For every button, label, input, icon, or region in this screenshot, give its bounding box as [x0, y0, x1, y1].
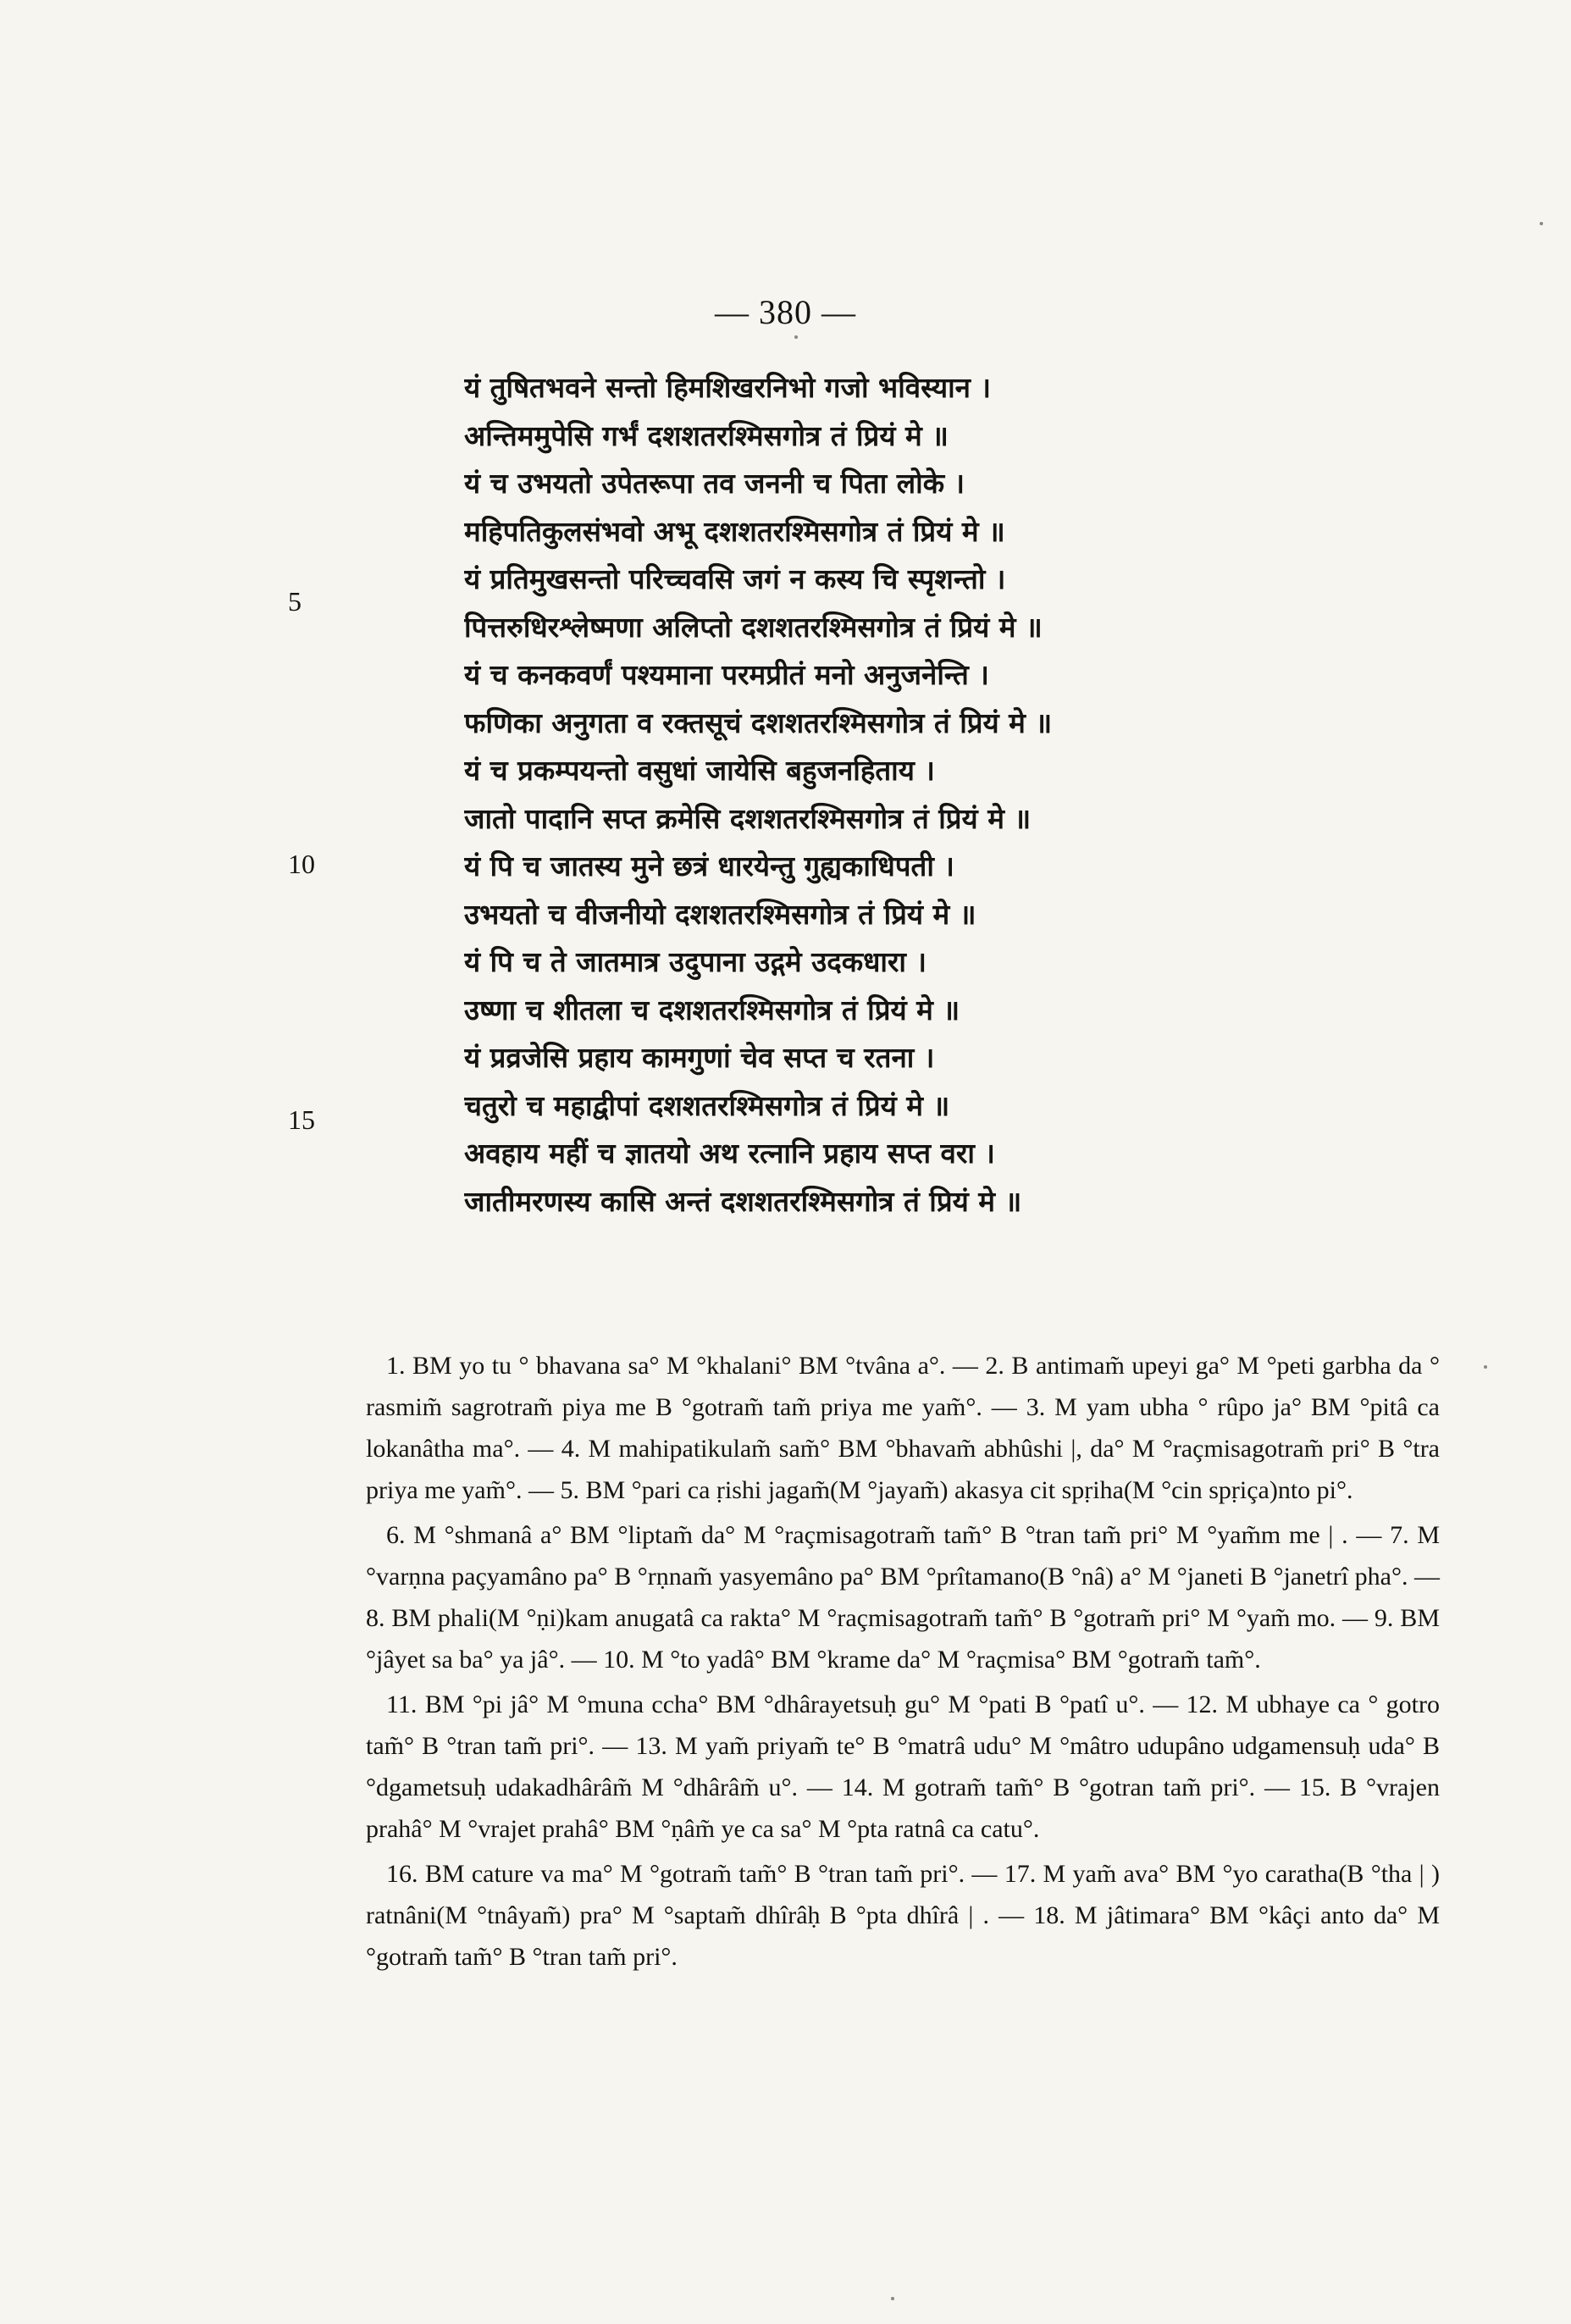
verse-line-4: महिपतिकुलसंभवो अभू दशशतरश्मिसगोत्र तं प्रियं मे ॥ — [464, 514, 1005, 548]
verse-line-18: जातीमरणस्य कासि अन्तं दशशतरश्मिसगोत्र तं प्रियं मे ॥ — [464, 1184, 1022, 1218]
page-number: — 380 — — [715, 293, 856, 331]
note-paragraph-3: 11. BM °pi jâ° M °muna ccha° BM °dhârayetsuḥ gu° M °pati B °patî u°. — 12. M ubhaye ca ° gotro tam̃° B °tran tam̃ pri°. — 13. M yam̃ priyam̃ te° B °matrâ udu° M °mâtro udupâno udgamensuḥ uda° B °dgametsuḥ udakadhârâm̃ M °dhârâm̃ u°. — 14. M gotram̃ tam̃° B °gotran tam̃ pri°. — 15. B °vrajen prahâ° M °vrajet prahâ° BM °ṇâm̃ ye ca sa° M °pta ratnâ ca catu°. — [366, 1690, 1440, 1843]
verse-line-9: यं च प्रकम्पयन्तो वसुधां जायेसि बहुजनहिताय । — [464, 754, 935, 787]
verse-line-17: अवहाय महीं च ज्ञातयो अथ रत्नानि प्रहाय सप्त वरा । — [464, 1137, 995, 1170]
paper-speck — [891, 2297, 894, 2300]
verse-line-1: यं तुषितभवने सन्तो हिमशिखरनिभो गजो भविस्यान । — [464, 371, 991, 404]
verse-line-12: उभयतो च वीजनीयो दशशतरश्मिसगोत्र तं प्रियं मे ॥ — [464, 897, 976, 931]
verse-line-11: यं पि च जातस्य मुने छत्रं धारयेन्तु गुह्यकाधिपती । — [464, 849, 954, 883]
note-paragraph-1: 1. BM yo tu ° bhavana sa° M °khalani° BM °tvâna a°. — 2. B antimam̃ upeyi ga° M °peti garbha da ° rasmim̃ sagrotram̃ piya me B °gotram̃ tam̃ priya me yam̃°. — 3. M yam ubha ° rûpo ja° BM °pitâ ca lokanâtha ma°. — 4. M mahipatikulam̃ sam̃° BM °bhavam̃ abhûshi |, da° M °raçmisagotram̃ pri° B °tra priya me yam̃°. — 5. BM °pari ca ṛishi jagam̃(M °jayam̃) akasya cit spṛiha(M °cin spṛiça)nto pi°. — [366, 1352, 1440, 1504]
paper-speck — [1484, 1365, 1487, 1369]
verse-line-3: यं च उभयतो उपेतरूपा तव जननी च पिता लोके । — [464, 467, 965, 500]
verse-line-7: यं च कनकवर्णं पश्यमाना परमप्रीतं मनो अनुजनेन्ति । — [464, 658, 989, 691]
note-paragraph-2: 6. M °shmanâ a° BM °liptam̃ da° M °raçmisagotram̃ tam̃° B °tran tam̃ pri° M °yam̃m me | . — 7. M °varṇna paçyamâno pa° B °rṇnam̃ yasyemâno pa° BM °prîtamano(B °nâ) a° M °janeti B °janetrî pha°. — 8. BM phali(M °ṇi)kam anugatâ ca rakta° M °raçmisagotram̃ tam̃° B °gotram̃ pri° M °yam̃ mo. — 9. BM °jâyet sa ba° ya jâ°. — 10. M °to yadâ° BM °krame da° M °raçmisa° BM °gotram̃ tam̃°. — [366, 1521, 1440, 1674]
verse-line-2: अन्तिममुपेसि गर्भं दशशतरश्मिसगोत्र तं प्रियं मे ॥ — [464, 418, 949, 452]
critical-apparatus — [366, 1345, 1440, 1981]
line-number-15: 15 — [288, 1104, 315, 1135]
verse-line-8: फणिका अनुगता व रक्तसूचं दशशतरश्मिसगोत्र तं प्रियं मे ॥ — [464, 706, 1053, 739]
line-number-5: 5 — [288, 586, 301, 617]
verse-line-14: उष्णा च शीतला च दशशतरश्मिसगोत्र तं प्रियं मे ॥ — [464, 993, 960, 1026]
verse-line-15: यं प्रव्रजेसि प्रहाय कामगुणां चेव सप्त च रतना । — [464, 1041, 935, 1074]
line-number-10: 10 — [288, 849, 315, 879]
verse-line-5: यं प्रतिमुखसन्तो परिच्चवसि जगं न कस्य चि स्पृशन्तो । — [464, 562, 1006, 595]
verse-block — [464, 364, 1328, 1226]
note-paragraph-4: 16. BM cature va ma° M °gotram̃ tam̃° B °tran tam̃ pri°. — 17. M yam̃ ava° BM °yo caratha(B °tha | ) ratnâni(M °tnâyam̃) pra° M °saptam̃ dhîrâḥ B °pta dhîrâ | . — 18. M jâtimara° BM °kâçi anto da° M °gotram̃ tam̃° B °tran tam̃ pri°. — [366, 1860, 1440, 1971]
verse-line-6: पित्तरुधिरश्लेष्मणा अलिप्तो दशशतरश्मिसगोत्र तं प्रियं मे ॥ — [464, 610, 1043, 644]
verse-line-16: चतुरो च महाद्वीपां दशशतरश्मिसगोत्र तं प्रियं मे ॥ — [464, 1088, 950, 1122]
verse-line-13: यं पि च ते जातमात्र उदुपाना उद्गमे उदकधारा । — [464, 945, 927, 978]
paper-speck — [1540, 222, 1543, 225]
verse-line-10: जातो पादानि सप्त क्रमेसि दशशतरश्मिसगोत्र तं प्रियं मे ॥ — [464, 801, 1032, 835]
paper-speck — [794, 335, 798, 339]
